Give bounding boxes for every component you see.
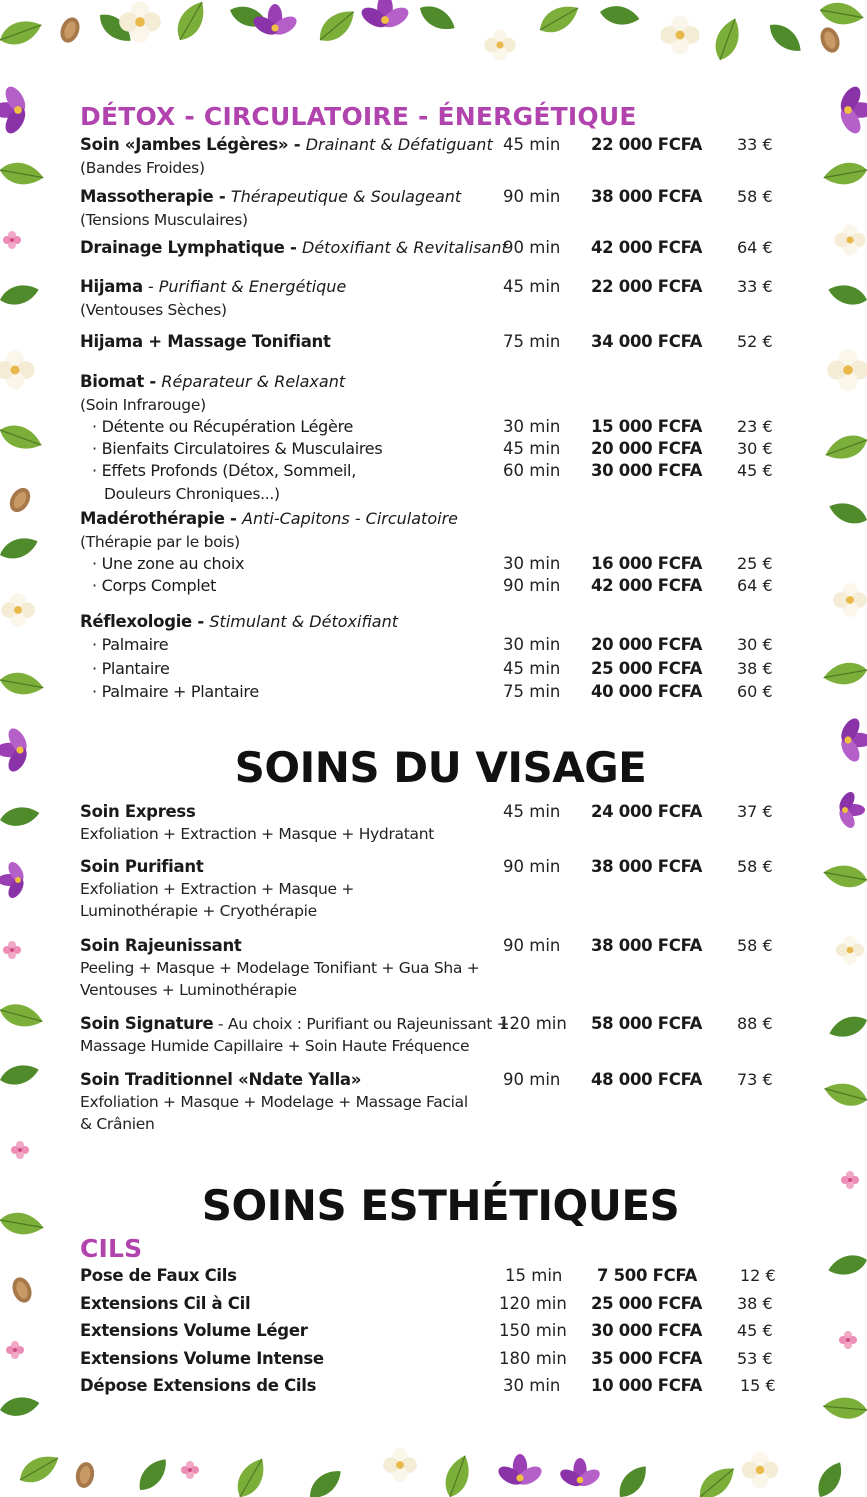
- section-title-esthetiques: SOINS ESTHÉTIQUES: [201, 1181, 680, 1230]
- duration: 75 min: [503, 332, 561, 351]
- duration: 90 min: [503, 857, 561, 876]
- duration: 45 min: [503, 135, 561, 154]
- price-eur: 52 €: [737, 332, 773, 351]
- price-eur: 15 €: [740, 1376, 776, 1395]
- duration: 45 min: [503, 802, 561, 821]
- service-name: Soin Purifiant: [80, 857, 204, 876]
- duration: 120 min: [499, 1294, 567, 1313]
- service-description: Thérapeutique & Soulageant: [230, 187, 462, 206]
- price-fcfa: 22 000 FCFA: [591, 277, 703, 296]
- section-title-cils: CILS: [80, 1234, 143, 1263]
- price-eur: 12 €: [740, 1266, 776, 1285]
- service-name: Soin Traditionnel «Ndate Yalla»: [80, 1070, 362, 1089]
- service-name: Soin «Jambes Légères» -: [80, 135, 306, 154]
- duration: 60 min: [503, 461, 561, 480]
- price-fcfa: 38 000 FCFA: [591, 187, 703, 206]
- service-name: Réflexologie -: [80, 612, 210, 631]
- service-description: - Purifiant & Energétique: [142, 277, 347, 296]
- option-label-extra: (Détox, Sommeil,: [222, 461, 356, 480]
- service-detail: & Crânien: [80, 1115, 155, 1133]
- service-name: Pose de Faux Cils: [80, 1266, 237, 1285]
- price-fcfa: 10 000 FCFA: [591, 1376, 703, 1395]
- price-fcfa: 38 000 FCFA: [591, 857, 703, 876]
- price-fcfa: 20 000 FCFA: [591, 635, 703, 654]
- duration: 90 min: [503, 1070, 561, 1089]
- service-description: Drainant & Défatiguant: [305, 135, 493, 154]
- option-label: · Plantaire: [92, 659, 170, 678]
- service-detail: Exfoliation + Extraction + Masque +: [80, 880, 355, 898]
- price-eur: 33 €: [737, 277, 773, 296]
- service-name: Hijama + Massage Tonifiant: [80, 332, 331, 351]
- duration: 150 min: [499, 1321, 567, 1340]
- service-name: Soin Express: [80, 802, 196, 821]
- price-eur: 25 €: [737, 554, 773, 573]
- service-name: Massotherapie -: [80, 187, 231, 206]
- service-subtitle: (Ventouses Sèches): [80, 301, 227, 319]
- duration: 15 min: [505, 1266, 563, 1285]
- service-subtitle: (Bandes Froides): [80, 159, 205, 177]
- service-detail: Exfoliation + Masque + Modelage + Massage Facial: [80, 1093, 468, 1111]
- price-fcfa: 58 000 FCFA: [591, 1014, 703, 1033]
- service-description: Détoxifiant & Revitalisant: [302, 238, 508, 257]
- price-eur: 64 €: [737, 238, 773, 257]
- price-eur: 30 €: [737, 439, 773, 458]
- price-fcfa: 38 000 FCFA: [591, 936, 703, 955]
- service-name: Madérothérapie -: [80, 509, 243, 528]
- price-fcfa: 48 000 FCFA: [591, 1070, 703, 1089]
- service-description: Anti-Capitons - Circulatoire: [242, 509, 458, 528]
- section-title-visage: SOINS DU VISAGE: [234, 743, 647, 792]
- service-description: Stimulant & Détoxifiant: [209, 612, 398, 631]
- price-eur: 60 €: [737, 682, 773, 701]
- price-fcfa: 7 500 FCFA: [597, 1266, 697, 1285]
- price-eur: 73 €: [737, 1070, 773, 1089]
- duration: 90 min: [503, 936, 561, 955]
- service-name: Extensions Volume Léger: [80, 1321, 308, 1340]
- service-name: Extensions Volume Intense: [80, 1349, 324, 1368]
- option-label: · Détente ou Récupération Légère: [92, 417, 354, 436]
- duration: 90 min: [503, 187, 561, 206]
- price-fcfa: 30 000 FCFA: [591, 461, 703, 480]
- service-detail: Massage Humide Capillaire + Soin Haute Fréquence: [80, 1037, 470, 1055]
- price-fcfa: 25 000 FCFA: [591, 659, 703, 678]
- price-eur: 45 €: [737, 461, 773, 480]
- option-label: · Effets Profonds: [92, 461, 223, 480]
- price-eur: 88 €: [737, 1014, 773, 1033]
- price-eur: 64 €: [737, 576, 773, 595]
- price-fcfa: 42 000 FCFA: [591, 238, 703, 257]
- service-detail: - Au choix : Purifiant ou Rajeunissant +: [213, 1015, 510, 1033]
- price-eur: 38 €: [737, 1294, 773, 1313]
- service-name: Dépose Extensions de Cils: [80, 1376, 317, 1395]
- option-label: · Corps Complet: [92, 576, 217, 595]
- service-name: Hijama: [80, 277, 143, 296]
- duration: 120 min: [499, 1014, 567, 1033]
- duration: 45 min: [503, 659, 561, 678]
- price-eur: 38 €: [737, 659, 773, 678]
- service-description: Réparateur & Relaxant: [161, 372, 346, 391]
- service-subtitle: (Soin Infrarouge): [80, 396, 206, 414]
- duration: 45 min: [503, 439, 561, 458]
- option-label: · Une zone au choix: [92, 554, 245, 573]
- duration: 90 min: [503, 576, 561, 595]
- service-name: Drainage Lymphatique -: [80, 238, 303, 257]
- price-eur: 58 €: [737, 187, 773, 206]
- price-fcfa: 15 000 FCFA: [591, 417, 703, 436]
- section-title-detox: DÉTOX - CIRCULATOIRE - ÉNERGÉTIQUE: [80, 102, 637, 131]
- price-fcfa: 16 000 FCFA: [591, 554, 703, 573]
- service-detail: Luminothérapie + Cryothérapie: [80, 902, 317, 920]
- option-continuation: Douleurs Chroniques...): [104, 485, 280, 503]
- price-eur: 30 €: [737, 635, 773, 654]
- option-label: · Palmaire: [92, 635, 169, 654]
- service-name: Biomat -: [80, 372, 162, 391]
- service-detail: Exfoliation + Extraction + Masque + Hydratant: [80, 825, 435, 843]
- price-fcfa: 24 000 FCFA: [591, 802, 703, 821]
- price-fcfa: 35 000 FCFA: [591, 1349, 703, 1368]
- service-name: Extensions Cil à Cil: [80, 1294, 251, 1313]
- price-eur: 58 €: [737, 857, 773, 876]
- option-label: · Bienfaits Circulatoires & Musculaires: [92, 439, 383, 458]
- duration: 90 min: [503, 238, 561, 257]
- duration: 30 min: [503, 417, 561, 436]
- duration: 30 min: [503, 554, 561, 573]
- service-detail: Ventouses + Luminothérapie: [80, 981, 297, 999]
- price-fcfa: 30 000 FCFA: [591, 1321, 703, 1340]
- service-name: Soin Rajeunissant: [80, 936, 242, 955]
- price-eur: 45 €: [737, 1321, 773, 1340]
- price-fcfa: 34 000 FCFA: [591, 332, 703, 351]
- price-eur: 37 €: [737, 802, 773, 821]
- duration: 75 min: [503, 682, 561, 701]
- price-eur: 53 €: [737, 1349, 773, 1368]
- duration: 30 min: [503, 635, 561, 654]
- price-fcfa: 42 000 FCFA: [591, 576, 703, 595]
- service-name: Soin Signature: [80, 1014, 214, 1033]
- option-label: · Palmaire + Plantaire: [92, 682, 259, 701]
- duration: 30 min: [503, 1376, 561, 1395]
- duration: 45 min: [503, 277, 561, 296]
- price-eur: 58 €: [737, 936, 773, 955]
- price-eur: 23 €: [737, 417, 773, 436]
- price-fcfa: 20 000 FCFA: [591, 439, 703, 458]
- duration: 180 min: [499, 1349, 567, 1368]
- service-subtitle: (Thérapie par le bois): [80, 533, 240, 551]
- price-fcfa: 25 000 FCFA: [591, 1294, 703, 1313]
- price-fcfa: 22 000 FCFA: [591, 135, 703, 154]
- service-detail: Peeling + Masque + Modelage Tonifiant + Gua Sha +: [80, 959, 480, 977]
- price-eur: 33 €: [737, 135, 773, 154]
- price-fcfa: 40 000 FCFA: [591, 682, 703, 701]
- service-subtitle: (Tensions Musculaires): [80, 211, 248, 229]
